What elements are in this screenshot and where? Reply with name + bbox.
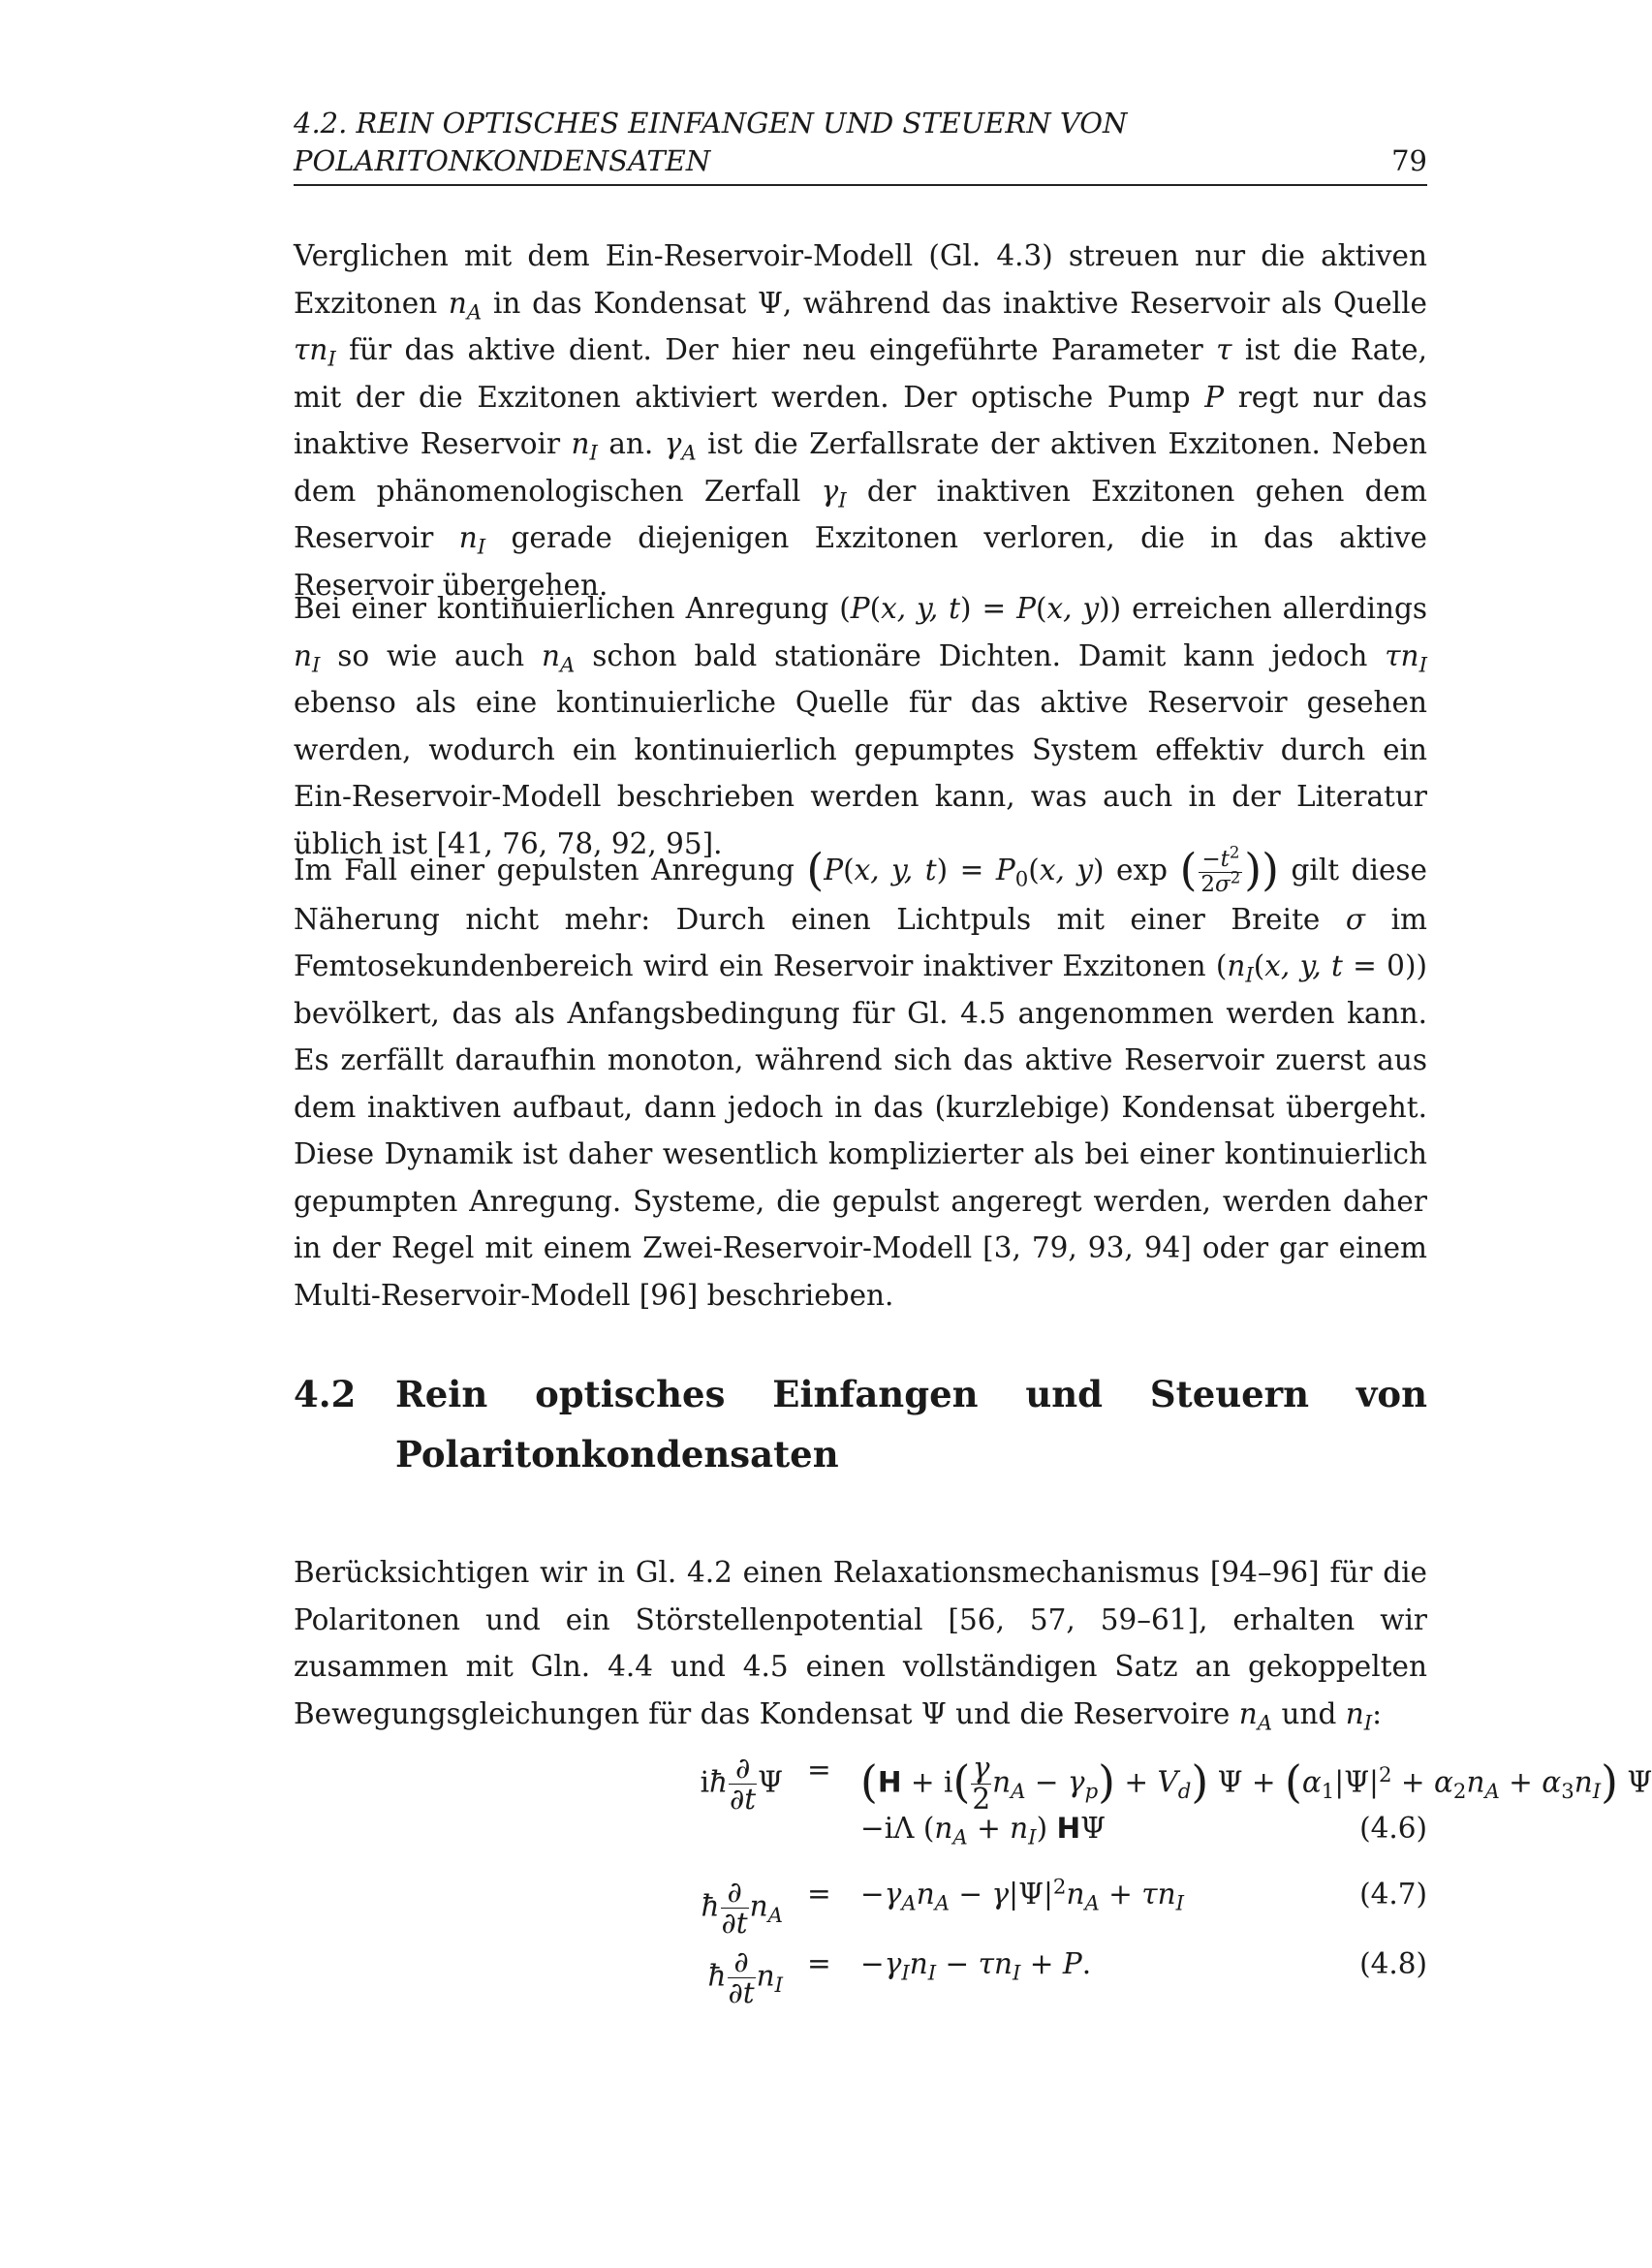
equation-number-4-8: (4.8): [1359, 1947, 1427, 1980]
header-rule: [294, 184, 1427, 186]
running-header: [294, 105, 1427, 180]
equation-4-7: ħ $\frac{\partial}{\partial t}$ $n_A$ = $-\gamma_An_A - \gamma|\Psi|^2n_A + \tau n_I$ (4.7): [701, 1875, 1427, 1940]
equation-number-4-7: (4.7): [1359, 1878, 1427, 1911]
paragraph-continuous-excitation: Bei einer kontinuierlichen Anregung (P(x, y, t) = P(x, y)) erreichen allerdings $n_I$ so wie auch $n_A$ schon bald stationäre Dichten. Damit kann jedoch $\tau n_I$ ebenso als eine kontinuierliche Quelle für das aktive Reservoir gesehen werden, wodurch ein kontinuierlich gepumptes System effektiv durch ein Ein-Reservoir-Modell beschrieben werden kann, was auch in der Literatur üblich ist [41, 76, 78, 92, 95].: [294, 592, 1427, 860]
section-title: Rein optisches Einfangen und Steuern von Polaritonkondensaten: [395, 1373, 1427, 1476]
paragraph-pulsed-excitation: Im Fall einer gepulsten Anregung (P(x, y, $t) = P_0(x$, y) exp ( $\frac{-t^2}{2\sigma^2}$ )) gilt diese Näherung nicht mehr: Durch einen Lichtpuls mit einer Breite σ im Femtosekundenbereich wird ein Reservoir inaktiver Exzitonen ($n_I(x$, y, t = 0)) bevölkert, das als Anfangsbedingung für Gl. 4.5 angenommen werden kann. Es zerfällt daraufhin monoton, während sich das aktive Reservoir zuerst aus dem inaktiven aufbaut, dann jedoch in das (kurzlebige) Kondensat übergeht. Diese Dynamik ist daher wesentlich komplizierter als bei einer kontinuierlich gepumpten Anregung. Systeme, die gepulst angeregt werden, werden daher in der Regel mit einem Zwei-Reservoir-Modell [3, 79, 93, 94] oder gar einem Multi-Reservoir-Modell [96] beschrieben.: [294, 844, 1428, 1312]
running-title-line1: 4.2. REIN OPTISCHES EINFANGEN UND STEUERN VON: [294, 107, 1128, 140]
paragraph-reservoir-model: Verglichen mit dem Ein-Reservoir-Modell (Gl. 4.3) streuen nur die aktiven Exzitonen $n_A$ in das Kondensat Ψ, während das inaktive Reservoir als Quelle $\tau n_I$ für das aktive dient. Der hier neu eingeführte Parameter τ ist die Rate, mit der die Exzitonen aktiviert werden. Der optische Pump P regt nur das inaktive Reservoir $n_I$ an. $\gamma_A$ ist die Zerfallsrate der aktiven Exzitonen. Neben dem phänomenologischen Zerfall $\gamma_I$ der inaktiven Exzitonen gehen dem Reservoir $n_I$ gerade diejenigen Exzitonen verloren, die in das aktive Reservoir übergehen.: [294, 239, 1427, 602]
page-number: 79: [1391, 144, 1427, 177]
running-title-line2: POLARITONKONDENSATEN: [294, 144, 711, 177]
equation-4-8: ħ $\frac{\partial}{\partial t}$ $n_I$ = $-\gamma_In_I - \tau n_I + P$. (4.8): [707, 1945, 1427, 2009]
section-number: 4.2: [294, 1373, 357, 1415]
paragraph-equations-intro: Berücksichtigen wir in Gl. 4.2 einen Relaxationsmechanismus [94–96] für die Polaritonen und ein Störstellenpotential [56, 57, 59–61], erhalten wir zusammen mit Gln. 4.4 und 4.5 einen vollständigen Satz an gekoppelten Bewegungsgleichungen für das Kondensat Ψ und die Reservoire $n_A$ und $n_I$:: [294, 1556, 1427, 1735]
equation-4-6-line2: −iΛ $(n_A + n_I)$ HΨ (4.6): [860, 1812, 1427, 1850]
equation-4-6-line1: iħ $\frac{\partial}{\partial t}$ Ψ = (H + i( $\frac{\gamma}{2}$ $n_A - \gamma_p) + V_d$) $\Psi + (\alpha_1|\Psi|^2 + \alpha_2n_A + \alpha_3n_I)$ Ψ: [700, 1752, 1652, 1816]
equation-number-4-6: (4.6): [1359, 1812, 1427, 1845]
